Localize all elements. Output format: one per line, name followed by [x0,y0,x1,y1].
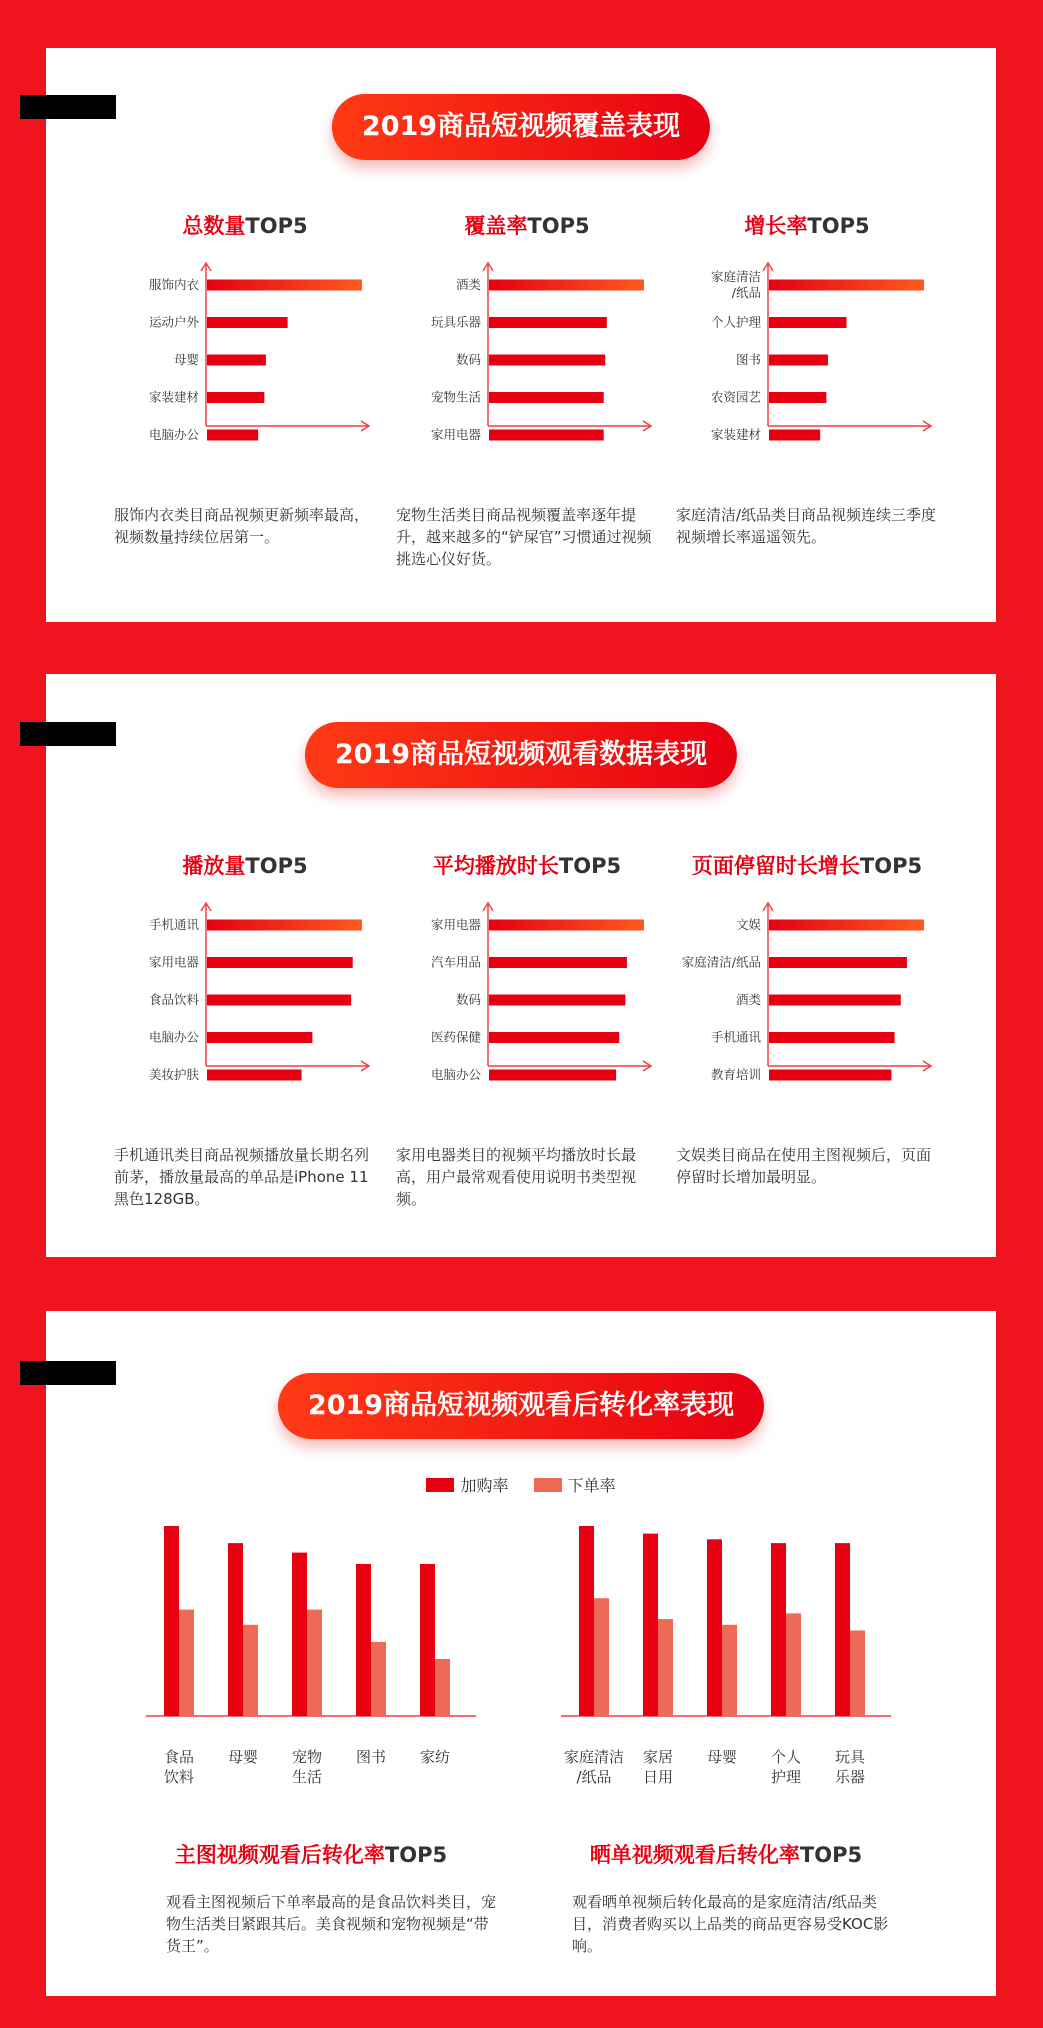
category-label-line: 家庭清洁 [710,269,761,284]
category-label-line: 电脑办公 [148,427,199,442]
category-label: 母婴 [227,1748,258,1766]
category-label [149,1030,200,1045]
category-label [149,427,200,442]
category-label: 家居 日用 [642,1748,673,1786]
panel-description: 文娱类目商品在使用主图视频后，页面停留时长增加最明显。 [676,1146,932,1186]
category-label [736,352,762,367]
bar [769,355,828,366]
vbar-chart-review [561,1521,891,1731]
category-label-line: 母婴 [173,352,199,367]
category-label-line: 食品饮料 [148,992,199,1007]
legend-item: 加购率 [426,1473,508,1496]
bar-add-to-cart [579,1526,594,1716]
category-label-line: 家装建材 [148,389,199,405]
panel-stay-growth [672,850,942,1250]
panel-description: 家庭清洁/纸品类目商品视频连续三季度视频增长率遥遥领先。 [676,506,937,546]
black-tab-marker [20,722,116,746]
category-label [149,955,200,970]
hbar-chart [392,260,662,460]
bar [207,957,353,968]
panel-title: 总数量TOP5 [182,214,308,238]
hbar-chart [392,900,662,1100]
chart-title-review: 晒单视频观看后转化率TOP5 [589,1843,863,1867]
bar [769,430,820,441]
panel-description: 家用电器类目的视频平均播放时长最高，用户最常观看使用说明书类型视频。 [396,1146,637,1208]
category-label: 玩具 乐器 [834,1748,865,1786]
black-tab-marker [20,95,116,119]
category-label-line: 教育培训 [710,1067,761,1082]
bar [769,1032,895,1043]
bar [489,1070,616,1081]
panel-play-count [110,850,380,1250]
category-label-line: 电脑办公 [148,1029,199,1045]
hbar-chart [672,260,942,460]
black-tab-marker [20,1361,116,1385]
category-label [431,1067,482,1082]
category-label [711,315,762,330]
bar-order [658,1619,673,1716]
bar-order [594,1598,609,1716]
category-label-line: 手机通讯 [710,1029,761,1045]
panel-title: 覆盖率TOP5 [464,214,590,238]
category-label [431,1030,482,1045]
legend-item: 下单率 [534,1473,616,1496]
bar [489,957,627,968]
bar-add-to-cart [771,1543,786,1716]
category-label-line: 家用电器 [430,427,481,442]
category-label [711,1067,761,1082]
chart-description-review: 观看晒单视频后转化最高的是家庭清洁/纸品类目，消费者购买以上品类的商品更容易受KOC影响。 [572,1893,889,1955]
bar [489,392,604,403]
category-label [431,390,482,405]
bar [207,430,258,441]
hbar-chart [110,900,380,1100]
bar [769,1070,891,1081]
section-title-pill: 2019商品短视频观看数据表现 [305,722,737,788]
bar [207,280,362,291]
legend-swatch [534,1478,562,1492]
category-label [149,1067,200,1082]
category-label-line: 电脑办公 [430,1067,481,1082]
bar [769,995,901,1006]
bar [489,355,605,366]
bar-order [850,1631,865,1717]
bar-add-to-cart [420,1564,435,1716]
category-label: 食品 饮料 [163,1748,194,1786]
bar-order [435,1659,450,1716]
category-label-line: 手机通讯 [148,917,199,932]
panel-description: 服饰内衣类目商品视频更新频率最高，视频数量持续位居第一。 [114,506,370,546]
bar [769,317,847,328]
bar-order [371,1642,386,1716]
panel-coverage-rate [392,210,662,610]
card-coverage [46,48,996,622]
bar [207,1032,312,1043]
section-title-pill: 2019商品短视频观看后转化率表现 [278,1373,764,1439]
bar [207,920,362,931]
bar-order [179,1610,194,1716]
category-label-line: 文娱 [735,917,761,932]
category-label-line: 服饰内衣 [148,277,199,292]
category-label-line: 玩具乐器 [430,314,481,330]
panel-title: 页面停留时长增长TOP5 [691,854,923,878]
bar-add-to-cart [164,1526,179,1716]
category-label [736,992,762,1007]
category-label: 个人 护理 [770,1748,801,1786]
category-label-line: 数码 [455,352,481,367]
bar [489,317,607,328]
section-title-pill: 2019商品短视频覆盖表现 [332,94,710,160]
panel-total-count [110,210,380,610]
category-label-line: 汽车用品 [430,954,481,970]
category-label-line: 家庭清洁/纸品 [681,954,761,970]
category-label-line: 数码 [455,992,481,1007]
bar-order [722,1625,737,1716]
category-label [149,277,200,292]
category-label-line: 运动户外 [148,314,199,330]
bar [489,920,644,931]
category-label [456,992,482,1007]
category-label-line: 医药保健 [430,1029,481,1045]
category-label [736,917,762,932]
category-label [431,917,482,932]
category-label: 家纺 [419,1748,450,1766]
bar [769,957,907,968]
bar [207,995,351,1006]
panel-title: 增长率TOP5 [744,214,870,238]
bar [489,995,625,1006]
category-label [174,352,199,367]
bar [769,920,924,931]
bar-order [307,1610,322,1716]
category-label [431,315,482,330]
chart-title-main-image: 主图视频观看后转化率TOP5 [174,1843,448,1867]
panel-growth-rate [672,210,942,610]
bar [489,430,604,441]
bar-add-to-cart [643,1534,658,1716]
category-label-line: 家装建材 [710,427,761,442]
category-label: 家庭清洁 /纸品 [563,1748,624,1786]
category-label [149,992,200,1007]
category-label [149,390,200,405]
chart-legend [46,1473,996,1496]
category-label [149,917,200,932]
bar [207,392,264,403]
category-label-line: 酒类 [735,992,761,1007]
category-label-line: 家用电器 [148,954,199,970]
category-label-line: 酒类 [455,277,481,292]
bar [207,1070,302,1081]
category-label [431,427,482,442]
category-label-line: /纸品 [731,285,761,300]
panel-title: 播放量TOP5 [182,854,308,878]
category-label [149,315,200,330]
bar-add-to-cart [356,1564,371,1716]
category-label-line: 宠物生活 [430,389,481,405]
hbar-chart [672,900,942,1100]
bar-add-to-cart [228,1543,243,1716]
vbar-chart-main-image [146,1521,476,1731]
category-label [456,352,482,367]
category-label [431,955,481,970]
bar [207,317,288,328]
category-label [711,1030,762,1045]
card-viewing [46,674,996,1257]
category-label-line: 农资园艺 [710,389,761,405]
bar [769,280,924,291]
panel-title: 平均播放时长TOP5 [432,854,622,878]
bar-add-to-cart [707,1539,722,1716]
category-label: 图书 [355,1748,386,1766]
card-conversion [46,1311,996,1996]
category-label [711,427,762,442]
legend-swatch [426,1478,454,1492]
panel-description: 宠物生活类目商品视频覆盖率逐年提升，越来越多的“铲屎官”习惯通过视频挑选心仪好货。 [396,506,652,568]
bar [489,1032,619,1043]
chart-description-main-image: 观看主图视频后下单率最高的是食品饮料类目，宠物生活类目紧跟其后。美食视频和宠物视频是“带货王”。 [166,1893,497,1955]
category-label: 母婴 [706,1748,737,1766]
category-label [456,277,482,292]
bar [489,280,644,291]
category-label-line: 美妆护肤 [148,1067,199,1082]
bar-order [786,1613,801,1716]
category-label [711,390,761,405]
category-label-line: 个人护理 [710,314,761,330]
category-label-line: 家用电器 [430,917,481,932]
bar [207,355,266,366]
category-label [711,269,761,300]
panel-avg-duration [392,850,662,1250]
bar-add-to-cart [835,1543,850,1716]
bar-add-to-cart [292,1553,307,1716]
bar [769,392,826,403]
category-label-line: 图书 [735,352,761,367]
category-label [682,955,761,970]
hbar-chart [110,260,380,460]
category-label: 宠物 生活 [291,1748,322,1786]
bar-order [243,1625,258,1716]
panel-description: 手机通讯类目商品视频播放量长期名列前茅，播放量最高的单品是iPhone 11 黑色128GB。 [114,1146,370,1208]
